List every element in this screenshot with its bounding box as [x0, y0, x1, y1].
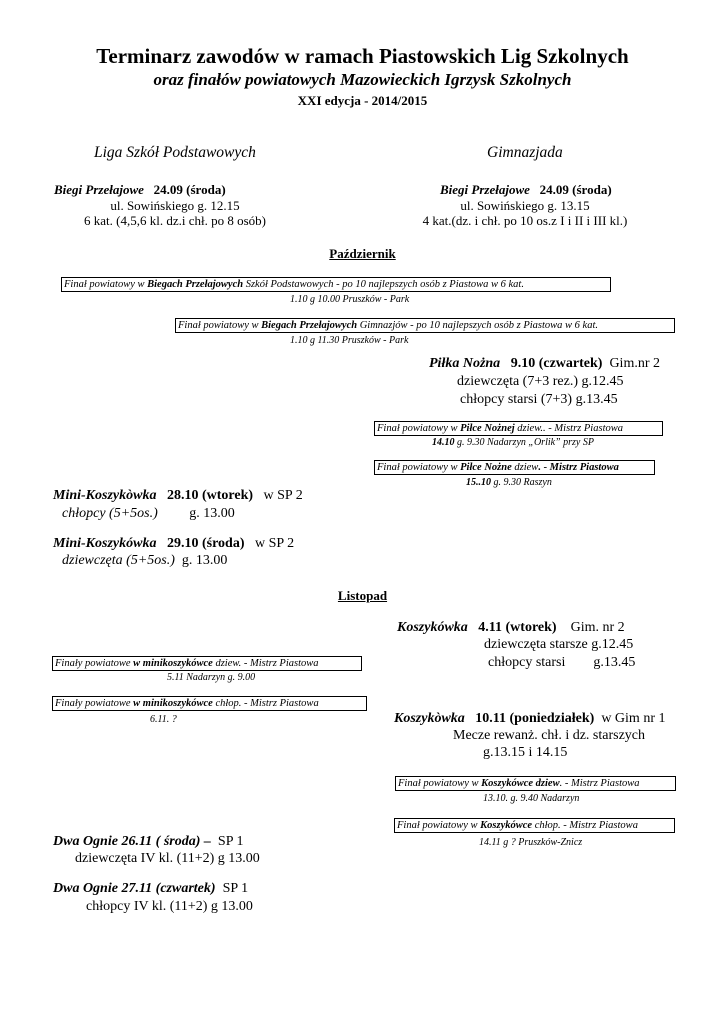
- event-date: 24.09 (środa): [153, 182, 226, 197]
- event-name: Dwa Ognie 27.11 (czwartek): [53, 881, 216, 896]
- final-biegi-sp-note: 1.10 g 10.00 Pruszków - Park: [290, 294, 410, 305]
- event-date: 29.10 (środa): [166, 536, 245, 551]
- text: 15..10: [466, 477, 491, 488]
- text: Szkół Podstawowych - po 10 najlepszych osób z Piastowa w 6 kat.: [243, 279, 524, 290]
- event-place: w SP 2: [255, 536, 295, 551]
- final-kosz-dz-note: 13.10. g. 9.40 Nadarzyn: [483, 793, 580, 804]
- final-biegi-gim-box: [175, 318, 675, 333]
- final-kosz-dz-box: [395, 776, 676, 791]
- kosz1-heading: [397, 620, 625, 636]
- final-biegi-gim-note: 1.10 g 11.30 Pruszków - Park: [290, 335, 409, 346]
- pilka-line1: dziewczęta (7+3 rez.) g.12.45: [457, 374, 624, 389]
- dwa2-line1: chłopcy IV kl. (11+2) g 13.00: [86, 899, 253, 914]
- text: g.13.45: [593, 655, 636, 670]
- text: Koszykówce dziew: [481, 778, 560, 789]
- text: Piłce Nożne: [460, 462, 512, 473]
- gim-biegi-heading: [440, 182, 612, 198]
- dwa1-line1: dziewczęta IV kl. (11+2) g 13.00: [75, 851, 260, 866]
- kosz2-heading: [394, 711, 665, 727]
- final-biegi-sp-box: [61, 277, 611, 292]
- event-place: Gim.nr 2: [609, 356, 660, 371]
- final-pilka-ch-note: [466, 477, 552, 488]
- final-mini-ch-note: 6.11. ?: [150, 714, 177, 725]
- dwa1-heading: [53, 834, 243, 850]
- text: Finał powiatowy w: [64, 279, 148, 290]
- column-header-right: Gimnazjada: [487, 144, 563, 161]
- text: chłop. - Mistrz Piastowa: [532, 820, 638, 831]
- final-mini-ch-box: [52, 696, 367, 711]
- page-subtitle: oraz finałów powiatowych Mazowieckich Igrzysk Szkolnych: [153, 70, 572, 89]
- text: dziew.. - Mistrz Piastowa: [514, 423, 623, 434]
- text: Finał powiatowy w: [377, 462, 461, 473]
- final-mini-dz-box: [52, 656, 362, 671]
- kosz1-line1: dziewczęta starsze g.12.45: [484, 637, 634, 652]
- kosz2-line1: Mecze rewanż. chł. i dz. starszych: [453, 728, 646, 743]
- text: Biegach Przełajowych: [147, 279, 244, 290]
- final-pilka-dz-note: [432, 437, 594, 448]
- text: 14.10: [432, 437, 455, 448]
- text: g. 9.30 Nadarzyn „Orlik” przy SP: [454, 437, 594, 448]
- text: Finał powiatowy w: [398, 778, 482, 789]
- text: Finał powiatowy w: [178, 320, 262, 331]
- event-date: 10.11 (poniedziałek): [475, 711, 595, 726]
- pilka-line2: chłopcy starsi (7+3) g.13.45: [460, 392, 618, 407]
- event-name: Mini-Koszykòwka: [53, 488, 157, 503]
- mini1-heading: [53, 488, 303, 504]
- event-date: 24.09 (środa): [539, 182, 612, 197]
- gim-biegi-place: ul. Sowińskiego g. 13.15: [460, 198, 590, 213]
- final-kosz-ch-note: 14.11 g ? Pruszków-Znicz: [479, 837, 583, 848]
- sp-biegi-place: ul. Sowińskiego g. 12.15: [110, 198, 240, 213]
- mini2-line1: [62, 553, 227, 569]
- kosz1-line2: [488, 655, 635, 671]
- kosz2-line2: g.13.15 i 14.15: [483, 745, 568, 760]
- final-pilka-dz-box: [374, 421, 663, 436]
- event-place: w Gim nr 1: [601, 711, 666, 726]
- text: chłopcy starsi: [488, 655, 566, 670]
- final-pilka-ch-box: [374, 460, 655, 475]
- text: Finał powiatowy w: [377, 423, 461, 434]
- final-kosz-ch-box: [394, 818, 675, 833]
- gim-biegi-info: 4 kat.(dz. i chł. po 10 os.z I i II i III kl.): [422, 213, 628, 228]
- column-header-left: Liga Szkół Podstawowych: [94, 144, 256, 161]
- text: Piłce Nożnej: [460, 423, 515, 434]
- text: . - Mistrz Piastowa: [538, 462, 619, 473]
- sp-biegi-heading: [54, 182, 226, 198]
- text: Finały powiatowe: [55, 658, 134, 669]
- event-name: Koszykòwka: [394, 711, 465, 726]
- sp-biegi-info: 6 kat. (4,5,6 kl. dz.i chł. po 8 osób): [84, 213, 266, 228]
- event-name: Piłka Nożna: [429, 356, 501, 371]
- event-name: Dwa Ognie 26.11 ( środa) –: [53, 834, 211, 849]
- event-place: Gim. nr 2: [570, 620, 625, 635]
- final-mini-dz-note: 5.11 Nadarzyn g. 9.00: [167, 672, 256, 683]
- mini1-line1: [62, 506, 235, 522]
- mini2-heading: [53, 536, 294, 552]
- event-date: 4.11 (wtorek): [478, 620, 557, 635]
- text: dziew. - Mistrz Piastowa: [212, 658, 319, 669]
- text: Biegach Przełajowych: [261, 320, 358, 331]
- event-name: Biegi Przełajowe: [54, 182, 144, 197]
- event-place: SP 1: [217, 834, 244, 849]
- text: Koszykówce: [480, 820, 533, 831]
- event-date: 9.10 (czwartek): [510, 356, 603, 371]
- dwa2-heading: [53, 881, 248, 897]
- text: Gimnazjów - po 10 najlepszych osób z Piastowa w 6 kat.: [357, 320, 599, 331]
- pilka-heading: [429, 356, 660, 372]
- text: w minikoszykówce: [133, 658, 213, 669]
- page-title: Terminarz zawodów w ramach Piastowskich Lig Szkolnych: [96, 44, 629, 68]
- text: w minikoszykówce: [133, 698, 213, 709]
- event-place: w SP 2: [263, 488, 303, 503]
- event-name: Mini-Koszykówka: [53, 536, 157, 551]
- event-name: Biegi Przełajowe: [440, 182, 530, 197]
- text: . - Mistrz Piastowa: [559, 778, 640, 789]
- text: g. 13.00: [189, 506, 235, 521]
- text: dziewczęta (5+5os.): [62, 553, 175, 568]
- edition-label: XXI edycja - 2014/2015: [297, 93, 428, 108]
- text: chłop. - Mistrz Piastowa: [212, 698, 319, 709]
- event-place: SP 1: [222, 881, 249, 896]
- month-november: Listopad: [337, 588, 388, 603]
- text: Finał powiatowy w: [397, 820, 481, 831]
- event-name: Koszykówka: [397, 620, 468, 635]
- text: g. 9.30 Raszyn: [491, 477, 552, 488]
- month-october: Październik: [329, 246, 396, 261]
- text: Finały powiatowe: [55, 698, 134, 709]
- text: chłopcy (5+5os.): [62, 506, 158, 521]
- text: dziew: [511, 462, 539, 473]
- text: g. 13.00: [181, 553, 228, 568]
- event-date: 28.10 (wtorek): [166, 488, 254, 503]
